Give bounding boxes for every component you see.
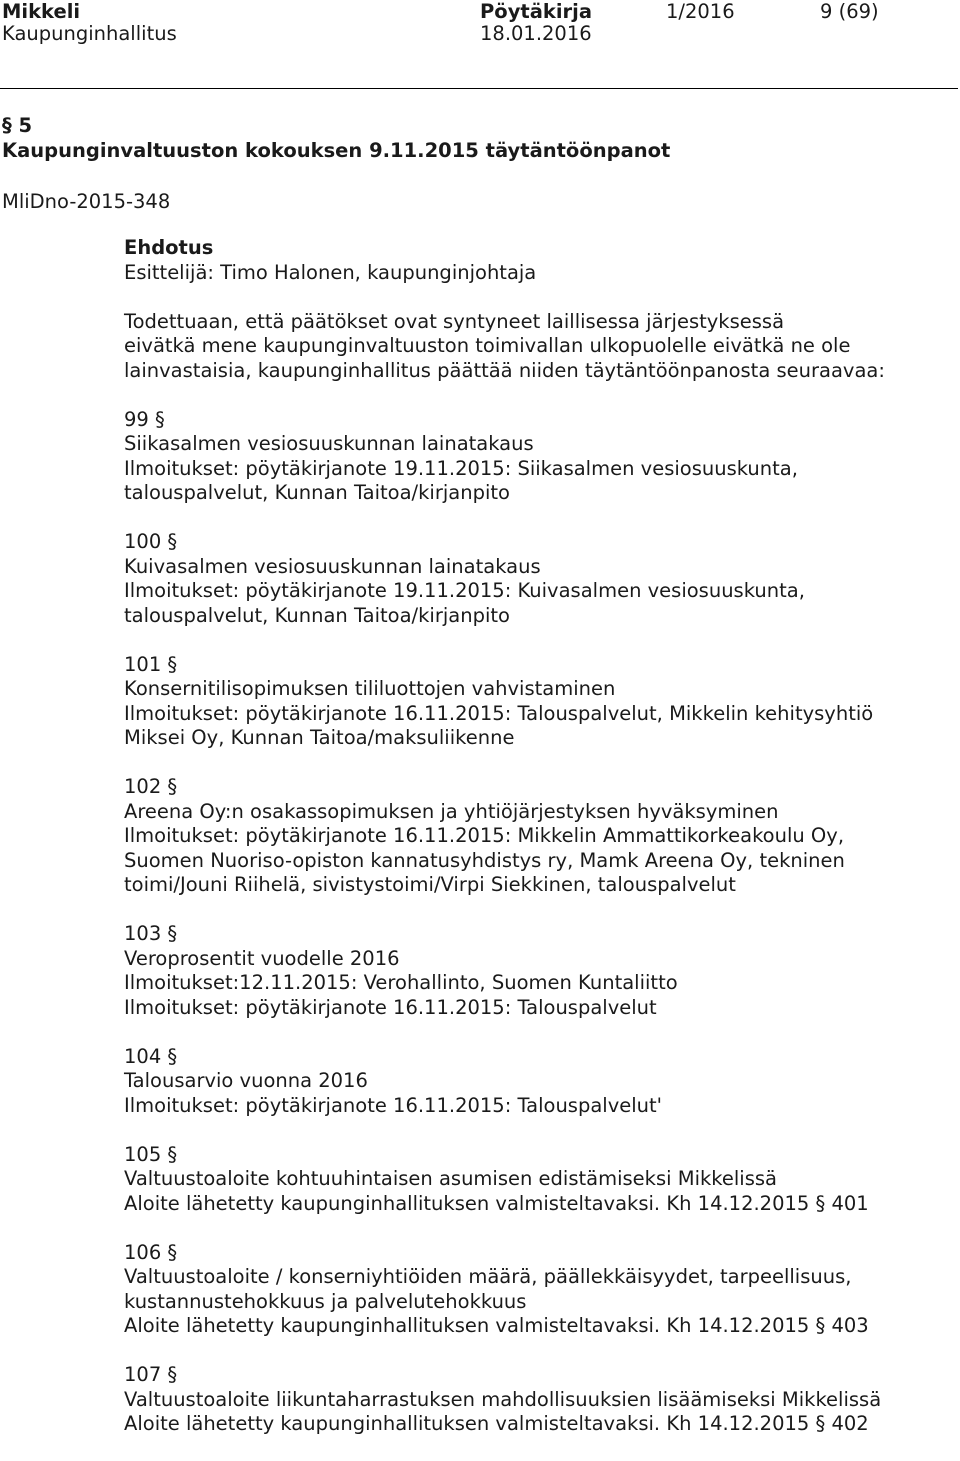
item-number: 102 § bbox=[124, 775, 178, 798]
item-line: Miksei Oy, Kunnan Taitoa/maksuliikenne bbox=[124, 726, 515, 749]
record-number: MliDno-2015-348 bbox=[2, 190, 171, 213]
decision-item bbox=[124, 922, 944, 1020]
decision-item bbox=[124, 775, 944, 898]
item-line: Ilmoitukset: pöytäkirjanote 16.11.2015: Mikkelin Ammattikorkeakoulu Oy, bbox=[124, 824, 845, 847]
proposal-body bbox=[124, 236, 944, 1461]
document-type: Pöytäkirja bbox=[480, 0, 592, 23]
item-line: talouspalvelut, Kunnan Taitoa/kirjanpito bbox=[124, 481, 510, 504]
proposal-heading: Ehdotus bbox=[124, 236, 214, 259]
item-title: Valtuustoaloite kohtuuhintaisen asumisen edistämiseksi Mikkelissä bbox=[124, 1167, 777, 1190]
meeting-date: 18.01.2016 bbox=[480, 22, 592, 45]
item-line: Ilmoitukset:12.11.2015: Verohallinto, Suomen Kuntaliitto bbox=[124, 971, 678, 994]
item-number: 103 § bbox=[124, 922, 178, 945]
presenter-line: Esittelijä: Timo Halonen, kaupunginjohtaja bbox=[124, 260, 537, 284]
intro-line: Todettuaan, että päätökset ovat syntyneet laillisessa järjestyksessä bbox=[124, 309, 785, 333]
item-number: 106 § bbox=[124, 1240, 178, 1264]
section-title: Kaupunginvaltuuston kokouksen 9.11.2015 täytäntöönpanot bbox=[2, 139, 671, 162]
item-title: Valtuustoaloite liikuntaharrastuksen mahdollisuuksien lisäämiseksi Mikkelissä bbox=[124, 1387, 882, 1411]
item-line: talouspalvelut, Kunnan Taitoa/kirjanpito bbox=[124, 603, 510, 627]
item-title: Areena Oy:n osakassopimuksen ja yhtiöjärjestyksen hyväksyminen bbox=[124, 799, 779, 823]
item-number: 107 § bbox=[124, 1363, 178, 1386]
section-number: § 5 bbox=[2, 114, 33, 137]
decision-item bbox=[124, 1143, 944, 1217]
item-line: Ilmoitukset: pöytäkirjanote 19.11.2015: Kuivasalmen vesiosuuskunta, bbox=[124, 579, 805, 602]
section-heading bbox=[2, 113, 942, 163]
item-number: 100 § bbox=[124, 530, 178, 553]
item-line: Aloite lähetetty kaupunginhallituksen valmisteltavaksi. Kh 14.12.2015 § 403 bbox=[124, 1314, 869, 1337]
decision-item bbox=[124, 1045, 944, 1119]
item-line: Aloite lähetetty kaupunginhallituksen valmisteltavaksi. Kh 14.12.2015 § 401 bbox=[124, 1191, 869, 1215]
item-line: Ilmoitukset: pöytäkirjanote 16.11.2015: Talouspalvelut, Mikkelin kehitysyhtiö bbox=[124, 701, 874, 725]
item-line: Ilmoitukset: pöytäkirjanote 16.11.2015: Talouspalvelut bbox=[124, 995, 657, 1019]
decision-item bbox=[124, 1363, 944, 1437]
header-rule bbox=[0, 88, 958, 89]
decision-body: Kaupunginhallitus bbox=[2, 22, 177, 45]
item-number: 105 § bbox=[124, 1142, 178, 1166]
item-line: Aloite lähetetty kaupunginhallituksen valmisteltavaksi. Kh 14.12.2015 § 402 bbox=[124, 1412, 869, 1435]
intro-line: eivätkä mene kaupunginvaltuuston toimivallan ulkopuolelle eivätkä ne ole bbox=[124, 334, 851, 357]
item-line: Ilmoitukset: pöytäkirjanote 19.11.2015: Siikasalmen vesiosuuskunta, bbox=[124, 456, 798, 480]
item-title: Konsernitilisopimuksen tililuottojen vahvistaminen bbox=[124, 677, 616, 700]
decision-item bbox=[124, 653, 944, 751]
item-title: Valtuustoaloite / konserniyhtiöiden määrä, päällekkäisyydet, tarpeellisuus, bbox=[124, 1265, 852, 1288]
decision-item bbox=[124, 408, 944, 506]
item-number: 99 § bbox=[124, 407, 165, 431]
intro-line: lainvastaisia, kaupunginhallitus päättää niiden täytäntöönpanosta seuraavaa: bbox=[124, 358, 885, 382]
decision-item bbox=[124, 1241, 944, 1339]
decision-item bbox=[124, 530, 944, 628]
page-number: 9 (69) bbox=[820, 0, 879, 23]
item-title: Kuivasalmen vesiosuuskunnan lainatakaus bbox=[124, 554, 541, 578]
item-line: Ilmoitukset: pöytäkirjanote 16.11.2015: Talouspalvelut' bbox=[124, 1093, 663, 1117]
item-title: Veroprosentit vuodelle 2016 bbox=[124, 946, 400, 970]
item-line: kustannustehokkuus ja palvelutehokkuus bbox=[124, 1289, 527, 1313]
item-number: 101 § bbox=[124, 652, 178, 676]
item-title: Talousarvio vuonna 2016 bbox=[124, 1069, 368, 1092]
meeting-number: 1/2016 bbox=[666, 0, 735, 23]
item-number: 104 § bbox=[124, 1044, 178, 1068]
item-line: Suomen Nuoriso-opiston kannatusyhdistys ry, Mamk Areena Oy, tekninen bbox=[124, 848, 845, 872]
item-line: toimi/Jouni Riihelä, sivistystoimi/Virpi Siekkinen, talouspalvelut bbox=[124, 873, 736, 896]
item-title: Siikasalmen vesiosuuskunnan lainatakaus bbox=[124, 432, 534, 455]
org-name: Mikkeli bbox=[2, 0, 81, 23]
